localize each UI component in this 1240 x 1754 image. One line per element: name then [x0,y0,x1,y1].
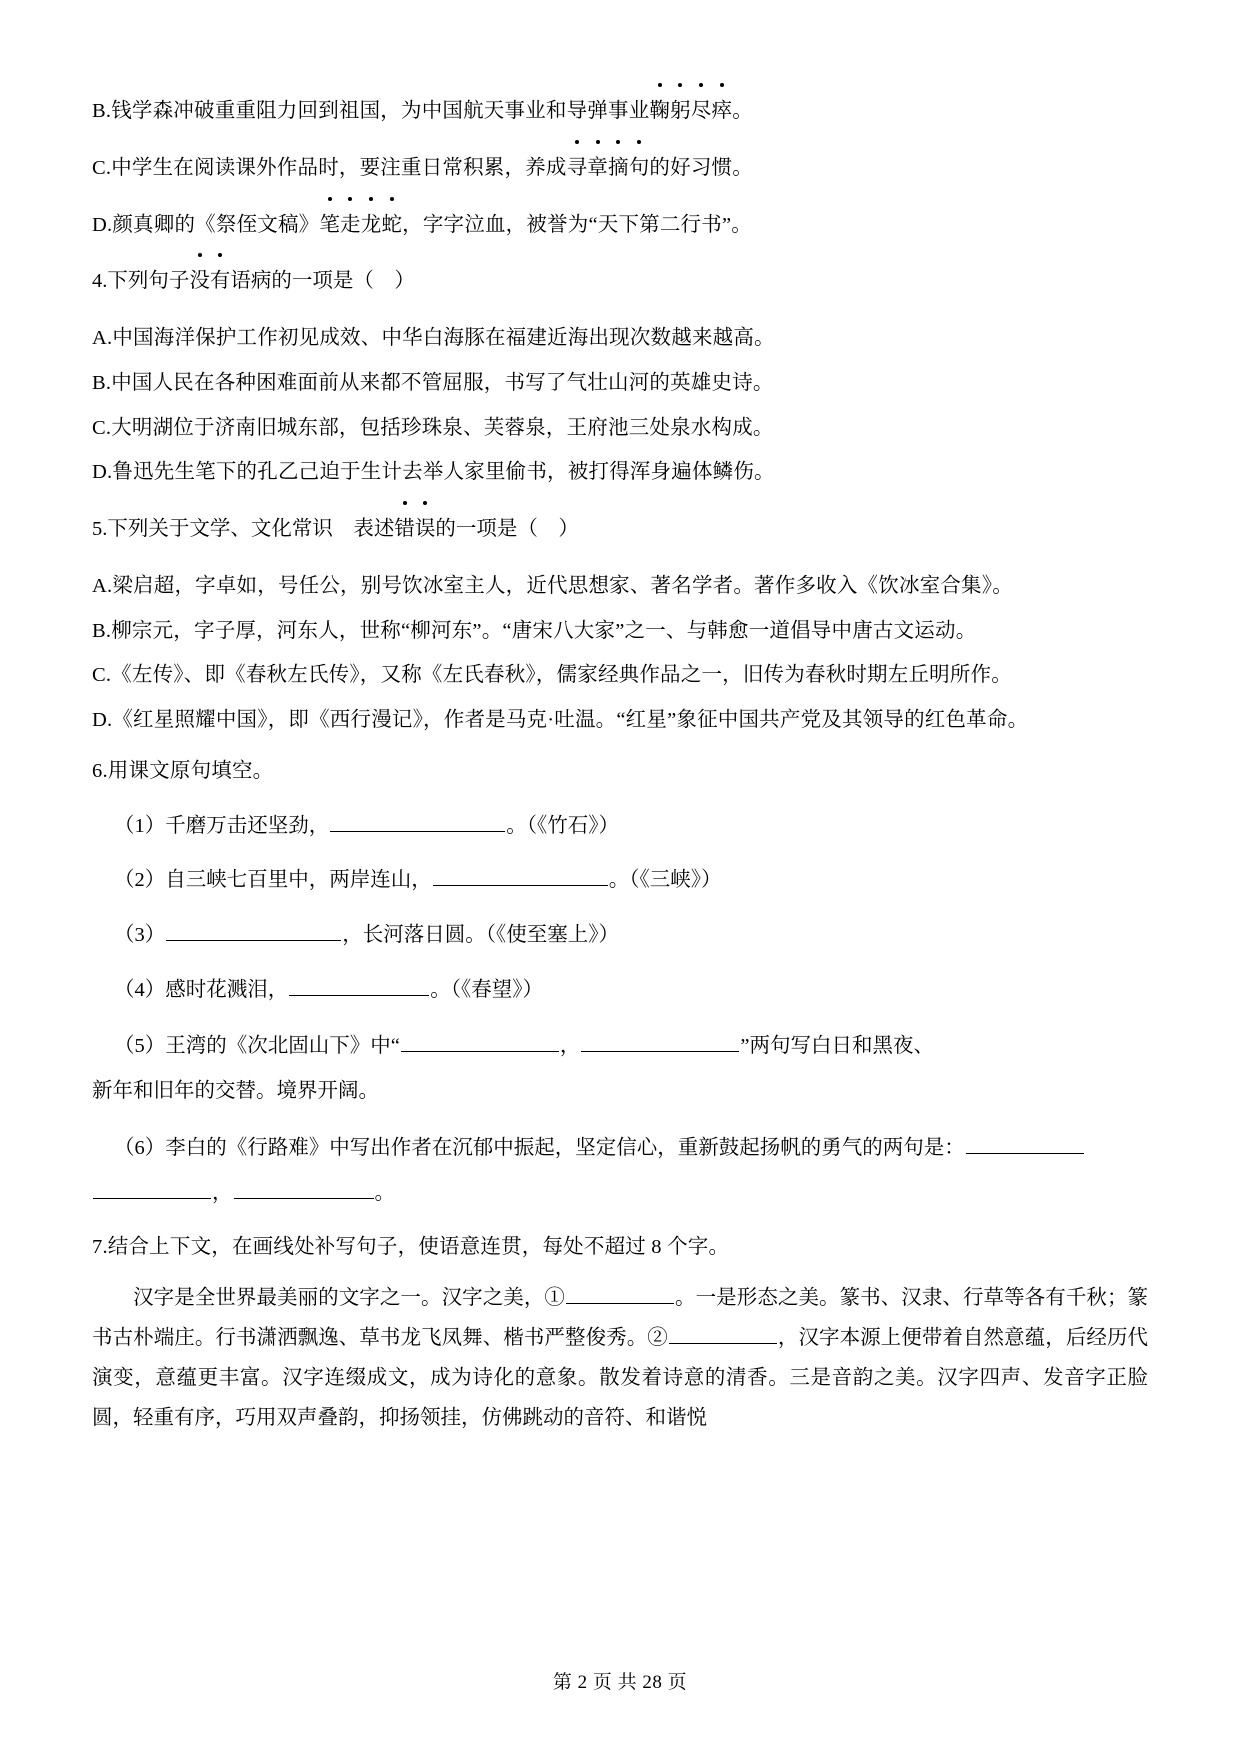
q4-stem-after: 语病的一项是（ ） [230,270,415,293]
q4-option-a [92,323,1148,354]
q5-stem-before: 下列关于文学、文化常识 表述 [107,518,395,540]
emphasis-dots-icon [567,140,650,150]
q5-stem [92,514,1148,545]
q6-item-5-line2: 新年和旧年的交替。境界开阔。 [92,1079,379,1102]
q5-number: 5. [92,518,108,540]
q5-option-a-text: 梁启超，字卓如，号任公，别号饮冰室主人，近代思想家、著名学者。著作多收入《饮冰室合集》。 [112,574,1013,597]
q4-stem-emphasis: 没有 [189,270,231,293]
q6-item-2-marker: （2） [114,869,166,892]
q6-item-5 [92,1030,1148,1108]
q6-item-5-line1 [114,1030,1148,1063]
q4-option-a-prefix: A. [92,327,113,349]
q6-stem [92,756,1148,787]
q3-option-b-emphasis-wrap [649,96,732,127]
q7-passage-mark-1: ① [544,1287,565,1310]
q7-number: 7. [92,1236,108,1259]
q5-option-d-prefix: D. [92,709,113,731]
q5-option-d [92,705,1148,736]
q7-stem [92,1232,1148,1263]
q6-item-1-marker: （1） [114,814,166,837]
q5-stem-emphasis: 错误 [394,518,436,540]
q6-item-6-line1 [114,1132,1148,1165]
q4-option-c [92,413,1148,444]
q3-option-b [92,96,1148,127]
q6-item-6-blank-3[interactable] [234,1179,374,1199]
q5-option-b-text: 柳宗元，字子厚，河东人，世称“柳河东”。“唐宋八大家”之一、与韩愈一道倡导中唐古文运动。 [111,619,977,642]
q6-item-3-blank[interactable] [166,921,341,941]
q6-item-5-after: ”两句写白日和黑夜、 [740,1034,934,1057]
q5-option-c-text: 《左传》、即《春秋左氏传》，又称《左氏春秋》，儒家经典作品之一，旧传为春秋时期左丘明所作。 [111,664,1012,687]
q3-option-d-text-after: ，字字泣血，被誉为“天下第二行书”。 [402,213,752,236]
q6-item-4-before: 感时花溅泪， [165,978,289,1001]
q7-passage-blank-2[interactable] [669,1324,777,1344]
q4-option-b-prefix: B. [92,371,112,394]
q6-item-1-blank[interactable] [330,811,505,831]
q7-passage-part-2: 。一是形态之美。篆书、汉隶、行草等各有千秋；篆书古朴端庄。行书潇洒飘逸、草书龙飞凤舞、楷书严整俊秀。 [92,1287,1149,1350]
q6-item-3-after: ，长河落日圆。（《使至塞上》） [342,924,619,946]
q4-option-d-prefix: D. [92,461,113,484]
q5-option-c-prefix: C. [92,664,112,687]
q6-item-6-line2 [92,1177,1148,1210]
emphasis-dots-icon [189,253,230,263]
q4-option-c-prefix: C. [92,416,112,439]
emphasis-dots-icon [394,501,435,511]
q6-item-2-before: 自三峡七百里中，两岸连山， [165,869,432,892]
q4-option-b [92,368,1148,399]
q6-item-6-blank-1[interactable] [966,1133,1084,1153]
q6-item-2 [92,865,1148,896]
q3-option-d-emphasis: 笔走龙蛇 [319,213,403,236]
q6-item-5-marker: （5） [114,1034,166,1057]
q5-option-a-prefix: A. [92,574,113,597]
q3-option-d-text-before: 颜真卿的《祭侄文稿》 [112,213,320,236]
q3-option-d-emphasis-wrap [319,210,402,241]
q4-option-b-text: 中国人民在各种困难面前从来都不管屈服，书写了气壮山河的英雄史诗。 [111,371,774,394]
q6-item-1-after: 。（《竹石》） [506,814,619,837]
q6-item-6-middle: ， [212,1182,233,1205]
q3-option-b-prefix: B. [92,100,112,122]
q6-stem-text: 用课文原句填空。 [107,759,274,782]
q5-stem-after: 的一项是（ ） [435,518,579,540]
q4-stem-before: 下列句子 [107,270,190,293]
q6-item-4 [92,975,1148,1006]
q7-stem-text: 结合上下文，在画线处补写句子，使语意连贯，每处不超过 8 个字。 [107,1236,730,1259]
q3-option-c-emphasis: 寻章摘句 [566,156,650,179]
q4-stem-emphasis-wrap [189,266,230,297]
q4-option-d [92,457,1148,488]
q4-stem [92,266,1148,297]
q3-option-d-prefix: D. [92,213,113,236]
q3-option-c-prefix: C. [92,156,112,179]
q6-item-1 [92,811,1148,842]
q4-option-a-text: 中国海洋保护工作初见成效、中华白海豚在福建近海出现次数越来越高。 [112,327,775,349]
q5-option-d-text: 《红星照耀中国》，即《西行漫记》，作者是马克·吐温。“红星”象征中国共产党及其领导的红色革命。 [112,709,1029,731]
q7-passage-part-1: 汉字是全世界最美丽的文字之一。汉字之美， [133,1287,545,1310]
q4-option-d-text: 鲁迅先生笔下的孔乙己迫于生计去举人家里偷书，被打得浑身遍体鳞伤。 [112,461,775,484]
q6-item-5-before: 王湾的《次北固山下》中“ [165,1034,400,1057]
q5-option-b-prefix: B. [92,619,112,642]
q6-item-6 [92,1132,1148,1210]
q6-item-6-before: 李白的《行路难》中写出作者在沉郁中振起，坚定信心，重新鼓起扬帆的勇气的两句是： [165,1136,965,1159]
q6-item-5-blank-1[interactable] [401,1031,559,1051]
q6-item-2-blank[interactable] [433,866,608,886]
q7-passage-blank-1[interactable] [566,1284,674,1304]
q3-option-b-text-before: 钱学森冲破重重阻力回到祖国，为中国航天事业和导弹事业 [111,100,650,122]
q6-item-6-after: 。 [374,1182,395,1205]
q3-option-c-text-after: 的好习惯。 [649,156,753,179]
q6-item-3-marker: （3） [114,924,166,946]
q4-number: 4. [92,270,108,293]
q4-option-c-text: 大明湖位于济南旧城东部，包括珍珠泉、芙蓉泉，王府池三处泉水构成。 [111,416,774,439]
q3-option-b-text-after: 。 [732,100,753,122]
q3-option-c [92,153,1148,184]
q5-option-b [92,616,1148,647]
emphasis-dots-icon [319,197,402,207]
q5-option-c [92,660,1148,691]
q6-number: 6. [92,759,108,782]
q6-item-4-after: 。（《春望》） [430,978,543,1001]
q7-passage-mark-2: ② [647,1327,668,1350]
q6-item-5-middle: ， [559,1034,581,1057]
q5-stem-emphasis-wrap [394,514,435,545]
q6-item-6-blank-2[interactable] [93,1179,211,1199]
q6-item-3 [92,920,1148,951]
q6-item-4-marker: （4） [114,978,166,1001]
q6-item-5-blank-2[interactable] [581,1031,739,1051]
q6-item-2-after: 。（《三峡》） [608,869,722,892]
emphasis-dots-icon [649,83,732,93]
q5-option-a [92,571,1148,602]
q6-item-4-blank[interactable] [289,975,429,995]
q3-option-b-emphasis: 鞠躬尽瘁 [649,100,733,122]
q6-item-1-before: 千磨万击还坚劲， [165,814,330,837]
page-footer: 第 2 页 共 28 页 [552,1672,688,1693]
q3-option-c-emphasis-wrap [567,153,650,184]
q6-item-6-marker: （6） [114,1136,166,1159]
q3-option-c-text-before: 中学生在阅读课外作品时，要注重日常积累，养成 [111,156,567,179]
q3-option-d [92,210,1148,241]
q7-passage-part-3: ，汉字本源上便带着自然意蕴，后经历代演变，意蕴更丰富。汉字连缀成文，成为诗化的意象。散发着诗意的清香。三是音韵之美。汉字四声、发音字正脸圆，轻重有序，巧用双声叠韵，抑扬领挂，仿佛跳动的音符、和谐悦 [92,1327,1149,1429]
q7-passage [92,1279,1148,1439]
